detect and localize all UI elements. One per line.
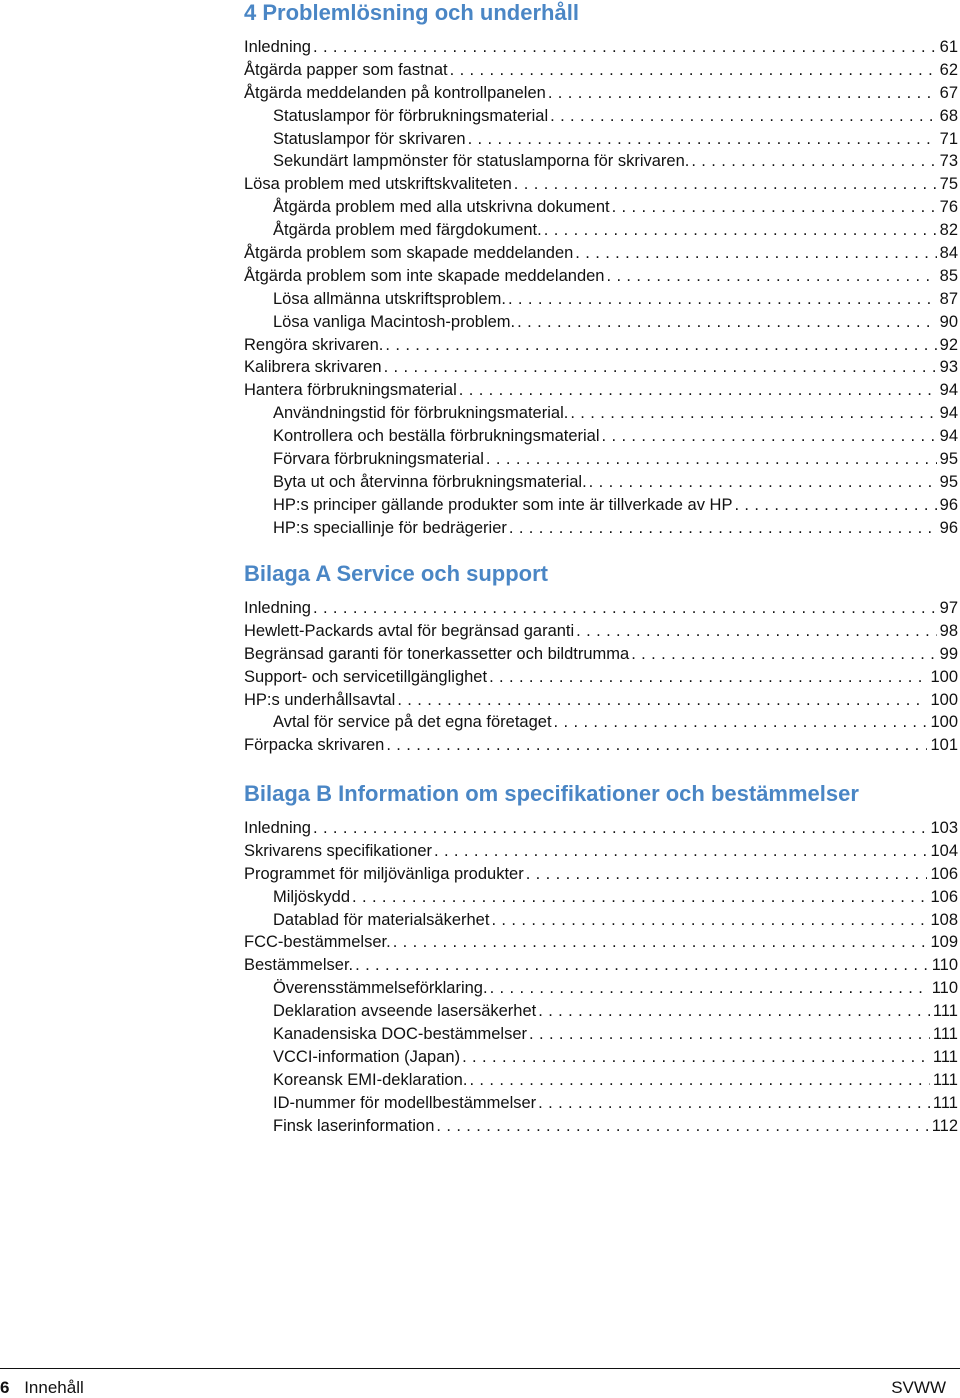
footer-rule: [0, 1368, 960, 1369]
toc-entry-page-number: 106: [930, 887, 958, 906]
toc-entry-label: Förpacka skrivaren: [244, 736, 385, 755]
toc-entry[interactable]: [244, 643, 958, 666]
toc-dot-leader: [573, 242, 936, 265]
toc-entry-label: Hewlett-Packards avtal för begränsad garanti: [244, 621, 575, 640]
toc-entry-label: Skrivarens specifikationer: [244, 841, 432, 860]
toc-entry-label: Åtgärda problem som inte skapade meddelanden: [244, 266, 605, 285]
toc-entry[interactable]: [244, 219, 958, 242]
toc-dot-leader: [536, 1000, 930, 1023]
toc-section-chapter-4: [244, 0, 958, 540]
toc-entry[interactable]: [244, 1046, 958, 1069]
toc-dot-leader: [574, 620, 936, 643]
toc-entry[interactable]: [244, 265, 958, 288]
toc-entry-label: Avtal för service på det egna företaget: [273, 713, 552, 732]
toc-entry-label: Inledning: [244, 819, 311, 837]
toc-entry-page-number: 82: [939, 221, 958, 240]
toc-entry-page-number: 94: [939, 381, 958, 400]
toc-entry[interactable]: [244, 150, 958, 173]
toc-entry-label: ID-nummer för modellbestämmelser: [273, 1093, 537, 1112]
toc-entry[interactable]: [244, 196, 958, 219]
toc-entry[interactable]: [244, 494, 958, 517]
toc-dot-leader: [515, 311, 937, 334]
toc-dot-leader: [434, 1115, 928, 1138]
toc-dot-leader: [487, 666, 927, 689]
toc-entry-page-number: 87: [939, 289, 958, 308]
toc-entry-page-number: 108: [930, 910, 958, 929]
toc-entry[interactable]: [244, 173, 958, 196]
toc-entry-label: Hantera förbrukningsmaterial: [244, 381, 457, 400]
toc-entry-page-number: 103: [930, 819, 958, 837]
toc-entry-label: Kalibrera skrivaren: [244, 358, 382, 377]
toc-entry-page-number: 94: [939, 427, 958, 446]
toc-entry-page-number: 85: [939, 266, 958, 285]
toc-dot-leader: [568, 402, 936, 425]
toc-entry-page-number: 110: [931, 979, 958, 998]
toc-entry[interactable]: [244, 242, 958, 265]
toc-entry-label: Kontrollera och beställa förbrukningsmaterial: [273, 427, 600, 446]
toc-dot-leader: [395, 689, 927, 712]
toc-entry[interactable]: [244, 734, 958, 757]
toc-entry-page-number: 100: [930, 713, 958, 732]
toc-entry-page-number: 67: [939, 83, 958, 102]
section-title: 4 Problemlösning och underhåll: [244, 0, 579, 25]
toc-entry-page-number: 94: [939, 404, 958, 423]
toc-entry-label: Datablad för materialsäkerhet: [273, 910, 490, 929]
toc-dot-leader: [587, 471, 937, 494]
toc-dot-leader: [383, 334, 936, 357]
toc-entry-label: Rengöra skrivaren.: [244, 335, 384, 354]
toc-entry-page-number: 111: [932, 1002, 958, 1021]
toc-entry[interactable]: [244, 356, 958, 379]
toc-entry-page-number: 93: [939, 358, 958, 377]
toc-entry[interactable]: [244, 402, 958, 425]
toc-entry-page-number: 61: [939, 38, 958, 56]
toc-entry-label: Support- och servicetillgänglighet: [244, 667, 488, 686]
toc-entry[interactable]: [244, 448, 958, 471]
toc-entry[interactable]: [244, 1000, 958, 1023]
toc-entry-label: VCCI-information (Japan): [273, 1047, 461, 1066]
toc-entry-page-number: 106: [930, 864, 958, 883]
toc-entry-label: Lösa allmänna utskriftsproblem.: [273, 289, 506, 308]
toc-entry[interactable]: [244, 334, 958, 357]
toc-list: [244, 817, 958, 1137]
toc-list: [244, 36, 958, 540]
section-title: Bilaga A Service och support: [244, 561, 549, 586]
toc-entry[interactable]: [244, 689, 958, 712]
toc-entry-label: Statuslampor för förbrukningsmaterial: [273, 106, 549, 125]
toc-dot-leader: [506, 288, 937, 311]
toc-entry-label: Programmet för miljövänliga produkter: [244, 864, 524, 883]
toc-entry[interactable]: [244, 1092, 958, 1115]
footer-left: [0, 1378, 84, 1398]
toc-entry-page-number: 98: [939, 621, 958, 640]
toc-entry-label: Deklaration avseende lasersäkerhet: [273, 1002, 537, 1021]
toc-entry-label: FCC-bestämmelser.: [244, 933, 391, 952]
toc-entry-page-number: 95: [939, 450, 958, 469]
toc-entry-label: Bestämmelser.: [244, 956, 354, 975]
toc-entry-label: HP:s speciallinje för bedrägerier: [273, 518, 507, 537]
toc-entry-label: Åtgärda problem med alla utskrivna dokument: [273, 198, 610, 217]
toc-entry-label: Åtgärda meddelanden på kontrollpanelen: [244, 83, 546, 102]
toc-entry-page-number: 95: [939, 472, 958, 491]
toc-entry-page-number: 111: [932, 1070, 958, 1089]
toc-dot-leader: [512, 173, 937, 196]
toc-dot-leader: [552, 711, 928, 734]
toc-entry[interactable]: [244, 909, 958, 932]
toc-entry-page-number: 100: [930, 690, 958, 709]
toc-entry-page-number: 111: [932, 1025, 958, 1044]
toc-dot-leader: [460, 1046, 930, 1069]
toc-entry[interactable]: [244, 288, 958, 311]
toc-dot-leader: [484, 448, 937, 471]
toc-entry-page-number: 101: [930, 736, 958, 755]
toc-dot-leader: [311, 36, 937, 59]
toc-entry-page-number: 112: [931, 1116, 958, 1135]
toc-dot-leader: [600, 425, 937, 448]
toc-entry-label: HP:s underhållsavtal: [244, 690, 396, 709]
toc-list: [244, 597, 958, 757]
toc-entry-label: Åtgärda papper som fastnat: [244, 60, 448, 79]
footer-page-number: 6: [0, 1378, 10, 1397]
toc-dot-leader: [457, 379, 937, 402]
toc-entry[interactable]: [244, 840, 958, 863]
toc-dot-leader: [527, 1023, 930, 1046]
toc-entry-page-number: 110: [931, 956, 958, 975]
toc-entry[interactable]: [244, 711, 958, 734]
toc-dot-leader: [489, 909, 927, 932]
toc-entry-page-number: 111: [932, 1093, 958, 1112]
toc-entry-page-number: 90: [939, 312, 958, 331]
toc-entry-page-number: 92: [939, 335, 958, 354]
toc-entry-page-number: 111: [932, 1047, 958, 1066]
toc-entry[interactable]: [244, 666, 958, 689]
toc-dot-leader: [391, 931, 928, 954]
toc-dot-leader: [311, 597, 937, 620]
toc-entry-page-number: 96: [939, 518, 958, 537]
toc-entry[interactable]: [244, 59, 958, 82]
toc-entry[interactable]: [244, 954, 958, 977]
toc-entry-page-number: 71: [939, 129, 958, 148]
toc-entry-label: Inledning: [244, 599, 311, 617]
toc-dot-leader: [507, 517, 937, 540]
toc-dot-leader: [432, 840, 927, 863]
toc-entry-page-number: 68: [939, 106, 958, 125]
toc-entry[interactable]: [244, 128, 958, 151]
toc-entry-page-number: 96: [939, 495, 958, 514]
toc-entry[interactable]: [244, 82, 958, 105]
toc-dot-leader: [610, 196, 937, 219]
toc-entry-label: Statuslampor för skrivaren: [273, 129, 466, 148]
toc-entry[interactable]: [244, 379, 958, 402]
toc-dot-leader: [536, 1092, 930, 1115]
toc-entry[interactable]: [244, 863, 958, 886]
toc-dot-leader: [353, 954, 929, 977]
toc-dot-leader: [546, 82, 937, 105]
toc-dot-leader: [350, 886, 927, 909]
toc-entry-label: Miljöskydd: [273, 887, 351, 906]
toc-entry-label: Inledning: [244, 38, 311, 56]
toc-entry[interactable]: [244, 1115, 958, 1138]
toc-entry[interactable]: [244, 36, 958, 59]
toc-dot-leader: [689, 150, 936, 173]
toc-dot-leader: [448, 59, 937, 82]
toc-entry[interactable]: [244, 886, 958, 909]
toc-entry[interactable]: [244, 931, 958, 954]
toc-entry-label: HP:s principer gällande produkter som inte är tillverkade av HP: [273, 495, 733, 514]
toc-entry-label: Sekundärt lampmönster för statuslamporna för skrivaren.: [273, 152, 690, 171]
section-title: Bilaga B Information om specifikationer och bestämmelser: [244, 781, 859, 806]
toc-dot-leader: [311, 817, 927, 840]
toc-dot-leader: [466, 128, 937, 151]
toc-entry[interactable]: [244, 311, 958, 334]
toc-entry[interactable]: [244, 1069, 958, 1092]
toc-entry[interactable]: [244, 471, 958, 494]
toc-dot-leader: [629, 643, 936, 666]
footer-section-name: Innehåll: [24, 1378, 84, 1397]
toc-entry[interactable]: [244, 517, 958, 540]
toc-entry-page-number: 75: [939, 175, 958, 194]
toc-dot-leader: [542, 219, 937, 242]
toc-entry-page-number: 104: [930, 841, 958, 860]
toc-entry[interactable]: [244, 817, 958, 840]
toc-dot-leader: [524, 863, 928, 886]
toc-dot-leader: [548, 105, 937, 128]
toc-entry-label: Byta ut och återvinna förbrukningsmaterial.: [273, 472, 587, 491]
toc-entry[interactable]: [244, 1023, 958, 1046]
toc-entry-page-number: 76: [939, 198, 958, 217]
toc-dot-leader: [384, 734, 927, 757]
toc-entry-label: Åtgärda problem med färgdokument.: [273, 221, 542, 240]
toc-entry-page-number: 99: [939, 644, 958, 663]
toc-entry-page-number: 100: [930, 667, 958, 686]
toc-entry[interactable]: [244, 105, 958, 128]
toc-dot-leader: [467, 1069, 929, 1092]
toc-dot-leader: [488, 977, 929, 1000]
toc-entry-label: Åtgärda problem som skapade meddelanden: [244, 244, 574, 263]
toc-entry-label: Överensstämmelseförklaring.: [273, 979, 488, 998]
toc-entry-page-number: 109: [930, 933, 958, 952]
toc-entry-label: Finsk laserinformation: [273, 1116, 435, 1135]
toc-entry[interactable]: [244, 425, 958, 448]
toc-entry-label: Förvara förbrukningsmaterial: [273, 450, 484, 469]
toc-entry-label: Begränsad garanti för tonerkassetter och bildtrumma: [244, 644, 630, 663]
footer-edition: SVWW: [891, 1378, 946, 1397]
toc-entry-label: Användningstid för förbrukningsmaterial.: [273, 404, 569, 423]
toc-entry-label: Kanadensiska DOC-bestämmelser: [273, 1025, 528, 1044]
toc-entry[interactable]: [244, 620, 958, 643]
toc-section-appendix-b: [244, 781, 958, 1137]
toc-entry-page-number: 73: [939, 152, 958, 171]
toc-section-appendix-a: [244, 561, 958, 757]
toc-dot-leader: [604, 265, 936, 288]
toc-entry[interactable]: [244, 977, 958, 1000]
toc-dot-leader: [732, 494, 936, 517]
toc-entry-page-number: 62: [939, 60, 958, 79]
toc-entry-page-number: 97: [939, 599, 958, 617]
toc-entry-page-number: 84: [939, 244, 958, 263]
toc-entry[interactable]: [244, 597, 958, 620]
toc-dot-leader: [382, 356, 937, 379]
toc-entry-label: Lösa problem med utskriftskvaliteten: [244, 175, 512, 194]
toc-entry-label: Koreansk EMI-deklaration.: [273, 1070, 468, 1089]
toc-entry-label: Lösa vanliga Macintosh-problem.: [273, 312, 516, 331]
